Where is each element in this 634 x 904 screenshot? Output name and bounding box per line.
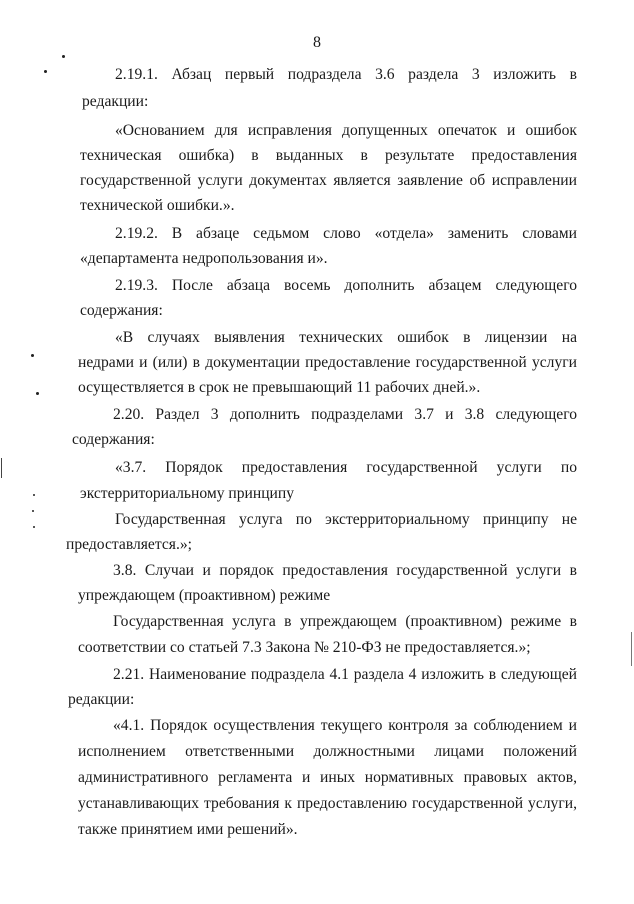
text-line: устанавливающих требования к предоставлению государственной услуги, bbox=[78, 795, 577, 812]
scan-speck bbox=[36, 392, 39, 395]
page-number: 8 bbox=[313, 34, 321, 51]
text-line: редакции: bbox=[82, 93, 149, 110]
text-line: административного регламента и иных нормативных правовых актов, bbox=[78, 769, 577, 786]
text-line: исполнением ответственными должностными лицами положений bbox=[78, 743, 577, 760]
text-line: экстерриториальному принципу bbox=[80, 485, 295, 502]
text-line: «Основанием для исправления допущенных опечаток и ошибок bbox=[115, 122, 577, 139]
scan-edge bbox=[631, 632, 632, 666]
text-line: 2.20. Раздел 3 дополнить подразделами 3.7 и 3.8 следующего bbox=[113, 406, 577, 423]
text-line: упреждающем (проактивном) режиме bbox=[78, 587, 331, 604]
scan-speck bbox=[33, 494, 35, 496]
text-line: государственной услуги документах является заявление об исправлении bbox=[80, 172, 577, 189]
text-line: соответствии со статьей 7.3 Закона № 210-ФЗ не предоставляется.»; bbox=[78, 639, 531, 656]
text-line: 2.19.2. В абзаце седьмом слово «отдела» заменить словами bbox=[115, 225, 577, 242]
text-line: предоставляется.»; bbox=[66, 536, 192, 553]
text-line: 2.19.1. Абзац первый подраздела 3.6 раздела 3 изложить в bbox=[115, 66, 577, 83]
text-line: «департамента недропользования и». bbox=[80, 250, 328, 267]
scan-edge bbox=[1, 458, 2, 478]
text-line: недрами и (или) в документации предоставление государственной услуги bbox=[78, 354, 577, 371]
scan-speck bbox=[44, 70, 47, 73]
scan-speck bbox=[31, 354, 34, 357]
text-line: технической ошибки.». bbox=[80, 197, 235, 214]
text-line: 2.21. Наименование подраздела 4.1 раздела 4 изложить в следующей bbox=[113, 666, 577, 683]
text-line: «4.1. Порядок осуществления текущего контроля за соблюдением и bbox=[113, 717, 577, 734]
text-line: техническая ошибка) в выданных в результате предоставления bbox=[80, 147, 577, 164]
text-line: содержания: bbox=[80, 302, 163, 319]
text-line: «В случаях выявления технических ошибок в лицензии на bbox=[115, 329, 577, 346]
text-line: Государственная услуга по экстерриториальному принципу не bbox=[115, 511, 577, 528]
text-line: также принятием ими решений». bbox=[78, 821, 298, 838]
text-line: Государственная услуга в упреждающем (проактивном) режиме в bbox=[113, 613, 577, 630]
text-line: 2.19.3. После абзаца восемь дополнить абзацем следующего bbox=[115, 277, 577, 294]
text-line: осуществляется в срок не превышающий 11 рабочих дней.». bbox=[78, 379, 481, 396]
text-line: «3.7. Порядок предоставления государственной услуги по bbox=[115, 459, 577, 476]
text-line: редакции: bbox=[68, 691, 135, 708]
scan-speck bbox=[33, 526, 35, 528]
text-line: содержания: bbox=[72, 431, 155, 448]
scan-speck bbox=[62, 55, 65, 58]
text-line: 3.8. Случаи и порядок предоставления государственной услуги в bbox=[113, 562, 577, 579]
scan-speck bbox=[32, 510, 34, 512]
